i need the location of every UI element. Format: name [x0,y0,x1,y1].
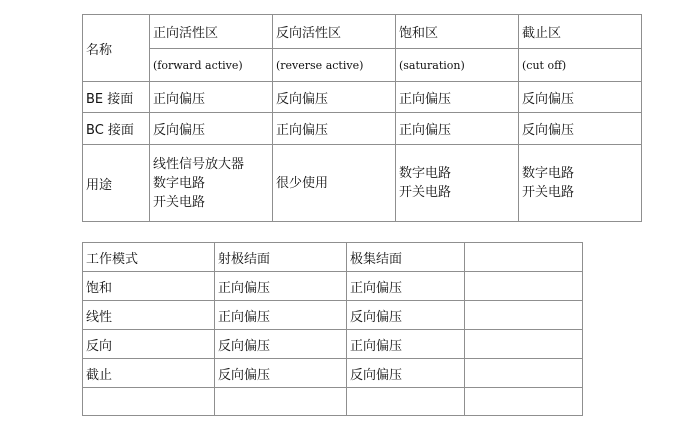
empty-cell [347,388,465,416]
mode-cell: 反向 [83,330,215,359]
row-label-be-junction: BE 接面 [83,82,150,113]
usage-line: 数字电路 [153,175,206,191]
region-header-reverse-active: 反向活性区 [273,15,396,49]
empty-cell [465,388,583,416]
region-header-cut-off: 截止区 [519,15,642,49]
usage-line: 线性信号放大器 [153,156,245,172]
mode-cell: 截止 [83,359,215,388]
operating-mode-table [82,242,583,416]
table-cell: 反向偏压 [347,301,465,330]
corner-cell: 名称 [83,15,150,82]
region-english-cut-off: (cut off) [519,49,642,82]
table-cell: 反向偏压 [215,330,347,359]
usage-line: 很少使用 [276,175,329,191]
usage-line: 开关电路 [153,194,206,210]
header-cell-empty [465,243,583,272]
table-cell: 反向偏压 [347,359,465,388]
row-label-bc-junction: BC 接面 [83,113,150,145]
table-cell [465,272,583,301]
transistor-regions-table [82,14,642,222]
usage-cell-saturation [396,145,519,222]
table-cell [465,301,583,330]
row-label-usage: 用途 [83,145,150,222]
usage-line: 开关电路 [522,185,575,200]
region-header-forward-active: 正向活性区 [150,15,273,49]
header-cell-collector-junction: 极集结面 [347,243,465,272]
table-cell: 正向偏压 [396,113,519,145]
table-cell [465,330,583,359]
usage-cell-forward-active [150,145,273,222]
mode-cell: 线性 [83,301,215,330]
mode-cell: 饱和 [83,272,215,301]
empty-cell [215,388,347,416]
usage-line: 数字电路 [399,166,452,181]
table-cell: 反向偏压 [150,113,273,145]
table-cell: 反向偏压 [519,82,642,113]
table-cell: 正向偏压 [150,82,273,113]
usage-cell-reverse-active [273,145,396,222]
usage-line: 开关电路 [399,185,452,200]
table-cell: 正向偏压 [347,272,465,301]
usage-line: 数字电路 [522,166,575,181]
table-cell: 正向偏压 [215,272,347,301]
table-cell: 正向偏压 [396,82,519,113]
region-english-forward-active: (forward active) [150,49,273,82]
empty-cell [83,388,215,416]
header-cell-emitter-junction: 射极结面 [215,243,347,272]
table-cell: 正向偏压 [273,113,396,145]
table-cell: 反向偏压 [215,359,347,388]
table-cell [465,359,583,388]
region-english-reverse-active: (reverse active) [273,49,396,82]
table-cell: 正向偏压 [347,330,465,359]
region-english-saturation: (saturation) [396,49,519,82]
table-cell: 正向偏压 [215,301,347,330]
region-header-saturation: 饱和区 [396,15,519,49]
header-cell-mode: 工作模式 [83,243,215,272]
table-cell: 反向偏压 [273,82,396,113]
usage-cell-cut-off [519,145,642,222]
table-cell: 反向偏压 [519,113,642,145]
